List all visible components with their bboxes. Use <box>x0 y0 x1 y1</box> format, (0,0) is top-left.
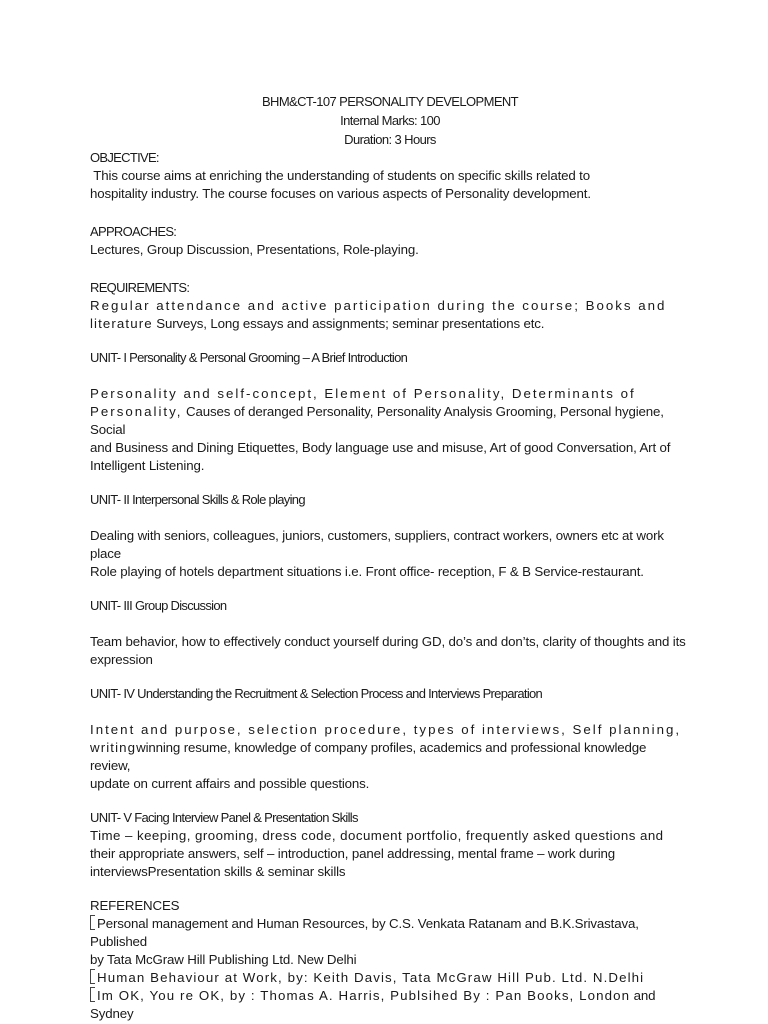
reference-item <box>90 915 690 951</box>
course-title: BHM&CT-107 PERSONALITY DEVELOPMENT <box>261 94 519 109</box>
unit-3-text-line: expression <box>90 652 153 667</box>
reference-item <box>90 969 690 987</box>
unit-4-text-line: update on current affairs and possible questions. <box>90 776 370 791</box>
unit-5-text-line: their appropriate answers, self – introduction, panel addressing, mental frame – work during <box>90 846 616 861</box>
bullet-glyph-icon <box>90 969 95 984</box>
requirements-section <box>90 279 690 333</box>
unit-2-text-line: Dealing with seniors, colleagues, juniors, customers, suppliers, contract workers, owners etc at work place <box>90 528 664 561</box>
requirements-text-rest: Surveys, Long essays and assignments; seminar presentations etc. <box>152 316 545 331</box>
references-heading: REFERENCES <box>90 898 180 913</box>
unit-1-text-spaced: Personality, <box>90 404 183 419</box>
unit-5-section <box>90 809 690 881</box>
duration: Duration: 3 Hours <box>344 132 436 147</box>
unit-1-text-line <box>90 403 690 439</box>
unit-2-text-line: Role playing of hotels department situations i.e. Front office- reception, F & B Service-restaurant. <box>90 564 644 579</box>
unit-3-text-line: Team behavior, how to effectively conduct yourself during GD, do’s and don’ts, clarity of thoughts and its <box>90 634 686 649</box>
unit-3-heading: UNIT- III Group Discussion <box>90 598 227 613</box>
document-header <box>90 92 690 149</box>
internal-marks: Internal Marks: 100 <box>340 113 440 128</box>
unit-1-section <box>90 349 690 475</box>
requirements-text-line: Regular attendance and active participation during the course; Books and <box>90 298 667 313</box>
unit-4-section <box>90 685 690 793</box>
unit-4-text-line: Intent and purpose, selection procedure, types of interviews, Self planning, <box>90 722 682 737</box>
reference-text-rest: and Sydney <box>90 988 656 1021</box>
unit-4-text-spaced: writing <box>90 740 137 755</box>
unit-2-section <box>90 491 690 581</box>
requirements-text-line <box>90 315 690 333</box>
objective-heading: OBJECTIVE: <box>90 150 159 165</box>
unit-1-text-line: Personality and self-concept, Element of Personality, Determinants of <box>90 386 636 401</box>
objective-text-line: This course aims at enriching the understanding of students on specific skills related to <box>90 168 590 183</box>
unit-4-heading: UNIT- IV Understanding the Recruitment & Selection Process and Interviews Preparation <box>90 686 543 701</box>
references-section <box>90 897 690 1023</box>
reference-item <box>90 987 690 1023</box>
unit-5-text-line: Time – keeping, grooming, dress code, document portfolio, frequently asked questions and <box>90 828 664 843</box>
unit-1-text-rest: Causes of deranged Personality, Personality Analysis Grooming, Personal hygiene, Social <box>90 404 664 437</box>
unit-5-heading: UNIT- V Facing Interview Panel & Presentation Skills <box>90 810 358 825</box>
unit-1-text-line: and Business and Dining Etiquettes, Body language use and misuse, Art of good Conversation, Art of <box>90 440 671 455</box>
unit-3-section <box>90 597 690 669</box>
reference-text: Im OK, You re OK, by : Thomas A. Harris, Publsihed By : Pan Books, London <box>97 988 631 1003</box>
document-page <box>90 92 690 1023</box>
approaches-heading: APPROACHES: <box>90 224 177 239</box>
unit-1-heading: UNIT- I Personality & Personal Grooming – A Brief Introduction <box>90 350 408 365</box>
requirements-heading: REQUIREMENTS: <box>90 280 190 295</box>
unit-1-text-line: Intelligent Listening. <box>90 458 205 473</box>
approaches-section <box>90 223 690 259</box>
reference-text: Personal management and Human Resources, by C.S. Venkata Ratanam and B.K.Srivastava, Published <box>90 916 639 949</box>
reference-text: Human Behaviour at Work, by: Keith Davis, Tata McGraw Hill Pub. Ltd. N.Delhi <box>97 970 645 985</box>
reference-text-line: by Tata McGraw Hill Publishing Ltd. New Delhi <box>90 952 357 967</box>
objective-section <box>90 149 690 203</box>
requirements-text-spaced: literature <box>90 316 153 331</box>
objective-text-line: hospitality industry. The course focuses on various aspects of Personality development. <box>90 186 591 201</box>
unit-5-text-line: interviewsPresentation skills & seminar skills <box>90 864 346 879</box>
bullet-glyph-icon <box>90 915 95 930</box>
unit-4-text-line <box>90 739 690 775</box>
approaches-text: Lectures, Group Discussion, Presentations, Role-playing. <box>90 242 419 257</box>
bullet-glyph-icon <box>90 987 95 1002</box>
unit-4-text-rest: winning resume, knowledge of company profiles, academics and professional knowledge review, <box>90 740 647 773</box>
unit-2-heading: UNIT- II Interpersonal Skills & Role playing <box>90 492 305 507</box>
